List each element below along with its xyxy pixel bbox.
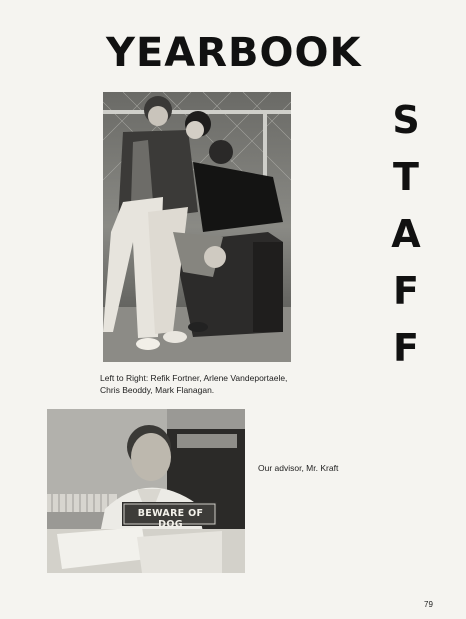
staff-photo-illustration: [103, 92, 291, 362]
staff-photo-caption: Left to Right: Refik Fortner, Arlene Vandeportaele, Chris Beoddy, Mark Flanagan.: [100, 373, 288, 395]
advisor-photo-caption: Our advisor, Mr. Kraft: [258, 463, 339, 473]
staff-group-photo: [103, 92, 291, 362]
staff-letter-f1: F: [393, 269, 419, 313]
staff-letter-f2: F: [393, 326, 419, 370]
page-title: YEARBOOK: [106, 30, 362, 76]
beware-of-dog-sign: BEWARE OF DOG: [137, 508, 204, 530]
staff-letter-a: A: [391, 212, 421, 256]
page-number: 79: [424, 600, 433, 609]
advisor-photo-illustration: [47, 409, 245, 573]
advisor-photo: [47, 409, 245, 573]
vertical-staff-heading: [386, 92, 426, 377]
staff-letter-t: T: [393, 155, 419, 199]
staff-letter-s: S: [392, 98, 420, 142]
